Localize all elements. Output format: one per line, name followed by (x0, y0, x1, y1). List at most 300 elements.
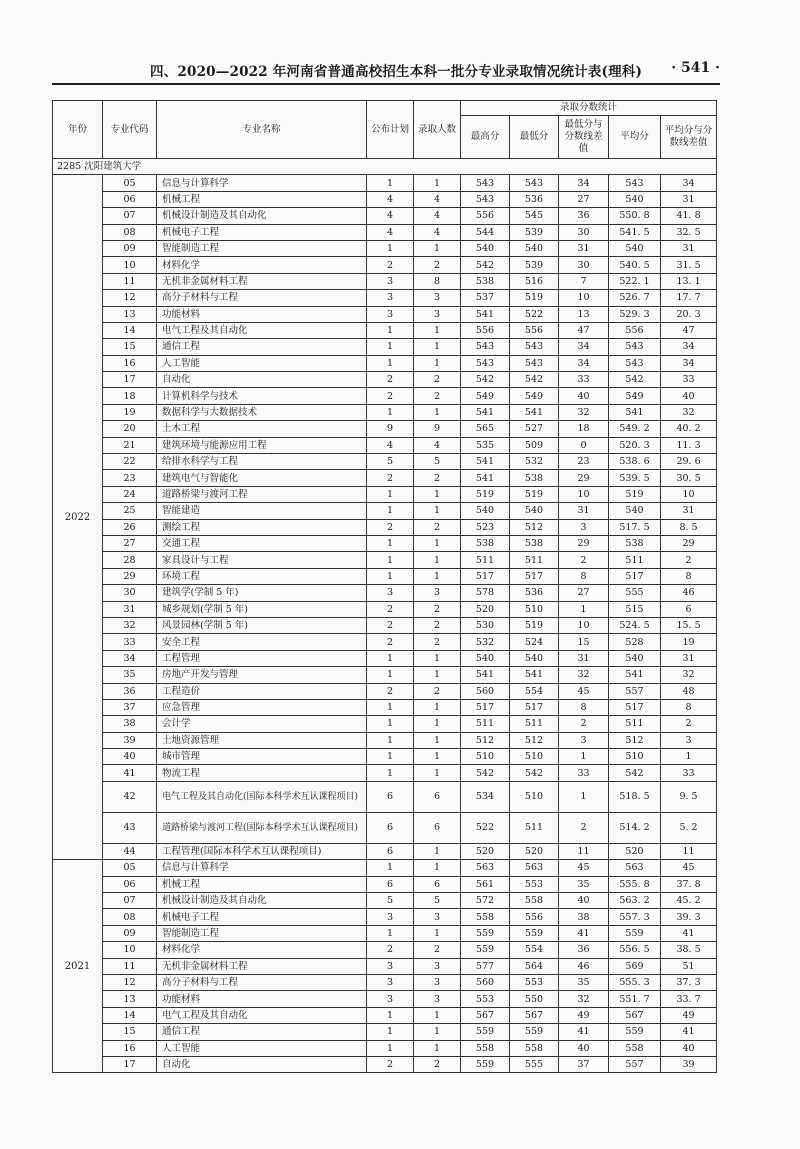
cell-min: 558 (510, 1040, 559, 1056)
cell-plan: 5 (367, 454, 414, 470)
cell-name: 建筑电气与智能化 (157, 470, 367, 486)
cell-min-diff: 15 (559, 634, 609, 650)
cell-name: 机械设计制造及其自动化 (157, 208, 367, 224)
cell-max: 541 (461, 306, 510, 322)
cell-min-diff: 33 (559, 372, 609, 388)
cell-plan: 4 (367, 437, 414, 453)
cell-avg-diff: 32 (661, 667, 717, 683)
cell-min-diff: 2 (559, 812, 609, 843)
cell-plan: 2 (367, 1056, 414, 1072)
cell-code: 05 (103, 175, 157, 191)
cell-name: 通信工程 (157, 1024, 367, 1040)
cell-max: 561 (461, 876, 510, 892)
cell-min-diff: 36 (559, 942, 609, 958)
table-row (53, 893, 717, 909)
cell-admitted: 1 (414, 1007, 461, 1023)
cell-min: 512 (510, 519, 559, 535)
col-avg-diff: 平均分与分数线差值 (661, 116, 717, 159)
col-min: 最低分 (510, 116, 559, 159)
cell-avg-diff: 45. 2 (661, 893, 717, 909)
cell-min: 509 (510, 437, 559, 453)
cell-avg-diff: 41 (661, 1024, 717, 1040)
cell-plan: 4 (367, 191, 414, 207)
cell-admitted: 1 (414, 240, 461, 256)
cell-avg-diff: 31 (661, 503, 717, 519)
cell-code: 23 (103, 470, 157, 486)
cell-max: 530 (461, 617, 510, 633)
cell-avg: 517. 5 (609, 519, 661, 535)
cell-admitted: 4 (414, 224, 461, 240)
cell-plan: 1 (367, 552, 414, 568)
cell-code: 11 (103, 958, 157, 974)
cell-min: 510 (510, 781, 559, 812)
cell-admitted: 5 (414, 454, 461, 470)
cell-plan: 1 (367, 860, 414, 876)
cell-name: 材料化学 (157, 942, 367, 958)
cell-code: 35 (103, 667, 157, 683)
cell-name: 工程管理 (157, 650, 367, 666)
cell-avg-diff: 31 (661, 191, 717, 207)
cell-avg-diff: 10 (661, 486, 717, 502)
table-row (53, 454, 717, 470)
cell-avg-diff: 5. 2 (661, 812, 717, 843)
cell-name: 智能制造工程 (157, 925, 367, 941)
cell-avg: 524. 5 (609, 617, 661, 633)
cell-min: 549 (510, 388, 559, 404)
cell-avg: 511 (609, 552, 661, 568)
cell-plan: 1 (367, 1040, 414, 1056)
col-admitted: 录取人数 (414, 101, 461, 159)
cell-plan: 2 (367, 519, 414, 535)
cell-min: 554 (510, 942, 559, 958)
cell-avg-diff: 17. 7 (661, 290, 717, 306)
cell-name: 建筑环境与能源应用工程 (157, 437, 367, 453)
cell-avg-diff: 39. 3 (661, 909, 717, 925)
cell-admitted: 1 (414, 535, 461, 551)
cell-code: 11 (103, 273, 157, 289)
cell-min: 510 (510, 601, 559, 617)
cell-admitted: 8 (414, 273, 461, 289)
year-cell: 2021 (53, 860, 103, 1073)
cell-code: 09 (103, 240, 157, 256)
cell-avg-diff: 40 (661, 1040, 717, 1056)
table-row (53, 470, 717, 486)
cell-plan: 1 (367, 1007, 414, 1023)
cell-avg: 543 (609, 339, 661, 355)
cell-avg: 517 (609, 699, 661, 715)
cell-max: 510 (461, 749, 510, 765)
cell-plan: 2 (367, 683, 414, 699)
cell-avg-diff: 32. 5 (661, 224, 717, 240)
cell-plan: 1 (367, 240, 414, 256)
cell-plan: 1 (367, 667, 414, 683)
cell-min-diff: 47 (559, 322, 609, 338)
cell-name: 功能材料 (157, 991, 367, 1007)
cell-min-diff: 2 (559, 716, 609, 732)
cell-max: 541 (461, 454, 510, 470)
cell-avg: 541. 5 (609, 224, 661, 240)
cell-code: 30 (103, 585, 157, 601)
cell-plan: 5 (367, 893, 414, 909)
cell-plan: 2 (367, 388, 414, 404)
cell-avg: 556. 5 (609, 942, 661, 958)
cell-min: 556 (510, 909, 559, 925)
cell-max: 578 (461, 585, 510, 601)
cell-avg-diff: 13. 1 (661, 273, 717, 289)
table-row (53, 876, 717, 892)
table-row (53, 552, 717, 568)
cell-plan: 4 (367, 224, 414, 240)
cell-avg: 555. 3 (609, 974, 661, 990)
cell-avg-diff: 48 (661, 683, 717, 699)
cell-min: 554 (510, 683, 559, 699)
table-row (53, 909, 717, 925)
col-avg: 平均分 (609, 116, 661, 159)
cell-max: 559 (461, 1024, 510, 1040)
cell-avg: 559 (609, 1024, 661, 1040)
cell-code: 44 (103, 843, 157, 859)
cell-avg: 519 (609, 486, 661, 502)
cell-avg-diff: 33 (661, 372, 717, 388)
cell-name: 家具设计与工程 (157, 552, 367, 568)
cell-avg: 540. 5 (609, 257, 661, 273)
cell-avg: 550. 8 (609, 208, 661, 224)
cell-avg: 538. 6 (609, 454, 661, 470)
col-code: 专业代码 (103, 101, 157, 159)
table-row (53, 175, 717, 191)
cell-avg-diff: 20. 3 (661, 306, 717, 322)
cell-min-diff: 29 (559, 470, 609, 486)
cell-avg-diff: 38. 5 (661, 942, 717, 958)
cell-admitted: 1 (414, 552, 461, 568)
cell-name: 应急管理 (157, 699, 367, 715)
cell-code: 34 (103, 650, 157, 666)
cell-min: 539 (510, 257, 559, 273)
cell-avg: 528 (609, 634, 661, 650)
cell-max: 541 (461, 470, 510, 486)
cell-plan: 1 (367, 503, 414, 519)
cell-min: 543 (510, 339, 559, 355)
table-row (53, 634, 717, 650)
cell-plan: 3 (367, 273, 414, 289)
cell-code: 13 (103, 306, 157, 322)
cell-avg: 543 (609, 355, 661, 371)
cell-min: 545 (510, 208, 559, 224)
cell-min-diff: 31 (559, 650, 609, 666)
table-row (53, 699, 717, 715)
cell-avg-diff: 11. 3 (661, 437, 717, 453)
cell-code: 05 (103, 860, 157, 876)
cell-code: 10 (103, 942, 157, 958)
cell-min-diff: 45 (559, 683, 609, 699)
cell-admitted: 2 (414, 372, 461, 388)
cell-plan: 3 (367, 958, 414, 974)
cell-min-diff: 11 (559, 843, 609, 859)
cell-max: 538 (461, 273, 510, 289)
cell-code: 12 (103, 290, 157, 306)
cell-min-diff: 31 (559, 503, 609, 519)
cell-plan: 1 (367, 1024, 414, 1040)
cell-plan: 1 (367, 175, 414, 191)
cell-name: 物流工程 (157, 765, 367, 781)
cell-avg-diff: 15. 5 (661, 617, 717, 633)
cell-min-diff: 13 (559, 306, 609, 322)
cell-name: 城市管理 (157, 749, 367, 765)
cell-avg-diff: 32 (661, 404, 717, 420)
table-row (53, 716, 717, 732)
cell-min-diff: 40 (559, 388, 609, 404)
cell-min: 567 (510, 1007, 559, 1023)
cell-avg-diff: 46 (661, 585, 717, 601)
cell-max: 559 (461, 925, 510, 941)
cell-avg: 551. 7 (609, 991, 661, 1007)
cell-code: 16 (103, 1040, 157, 1056)
cell-min: 512 (510, 732, 559, 748)
table-row (53, 1056, 717, 1072)
cell-avg-diff: 51 (661, 958, 717, 974)
cell-max: 519 (461, 486, 510, 502)
cell-max: 541 (461, 404, 510, 420)
cell-plan: 1 (367, 650, 414, 666)
cell-min: 559 (510, 1024, 559, 1040)
cell-admitted: 1 (414, 650, 461, 666)
cell-avg-diff: 19 (661, 634, 717, 650)
cell-code: 37 (103, 699, 157, 715)
cell-admitted: 6 (414, 812, 461, 843)
cell-plan: 2 (367, 601, 414, 617)
cell-name: 高分子材料与工程 (157, 290, 367, 306)
cell-max: 512 (461, 732, 510, 748)
table-row (53, 208, 717, 224)
cell-code: 29 (103, 568, 157, 584)
cell-code: 22 (103, 454, 157, 470)
cell-avg: 540 (609, 650, 661, 666)
cell-max: 517 (461, 568, 510, 584)
cell-plan: 6 (367, 781, 414, 812)
cell-name: 电气工程及其自动化 (157, 1007, 367, 1023)
cell-avg: 522. 1 (609, 273, 661, 289)
cell-code: 17 (103, 1056, 157, 1072)
cell-min: 540 (510, 503, 559, 519)
cell-name: 建筑学(学制 5 年) (157, 585, 367, 601)
cell-min: 553 (510, 876, 559, 892)
table-row (53, 421, 717, 437)
cell-max: 543 (461, 355, 510, 371)
table-row (53, 257, 717, 273)
cell-admitted: 1 (414, 339, 461, 355)
cell-min: 511 (510, 552, 559, 568)
cell-min: 527 (510, 421, 559, 437)
cell-avg: 526. 7 (609, 290, 661, 306)
cell-code: 25 (103, 503, 157, 519)
cell-min-diff: 3 (559, 519, 609, 535)
table-row (53, 339, 717, 355)
cell-max: 556 (461, 208, 510, 224)
cell-code: 33 (103, 634, 157, 650)
cell-admitted: 1 (414, 1024, 461, 1040)
cell-admitted: 2 (414, 617, 461, 633)
cell-min: 516 (510, 273, 559, 289)
cell-min: 510 (510, 749, 559, 765)
col-min-diff: 最低分与分数线差值 (559, 116, 609, 159)
cell-name: 测绘工程 (157, 519, 367, 535)
table-row (53, 503, 717, 519)
cell-max: 542 (461, 765, 510, 781)
cell-max: 543 (461, 175, 510, 191)
cell-admitted: 1 (414, 175, 461, 191)
cell-name: 交通工程 (157, 535, 367, 551)
cell-code: 06 (103, 876, 157, 892)
table-row (53, 240, 717, 256)
cell-name: 智能建造 (157, 503, 367, 519)
cell-avg-diff: 37. 3 (661, 974, 717, 990)
table-row (53, 191, 717, 207)
table-row (53, 942, 717, 958)
cell-min: 541 (510, 667, 559, 683)
cell-avg: 541 (609, 667, 661, 683)
cell-admitted: 3 (414, 974, 461, 990)
cell-plan: 6 (367, 843, 414, 859)
cell-avg-diff: 2 (661, 552, 717, 568)
cell-max: 556 (461, 322, 510, 338)
cell-code: 15 (103, 339, 157, 355)
cell-admitted: 5 (414, 893, 461, 909)
cell-name: 电气工程及其自动化 (157, 322, 367, 338)
cell-min-diff: 46 (559, 958, 609, 974)
cell-min: 542 (510, 765, 559, 781)
cell-plan: 1 (367, 716, 414, 732)
cell-name: 安全工程 (157, 634, 367, 650)
table-row (53, 667, 717, 683)
cell-name: 人工智能 (157, 355, 367, 371)
cell-max: 534 (461, 781, 510, 812)
cell-admitted: 3 (414, 290, 461, 306)
cell-admitted: 3 (414, 909, 461, 925)
cell-avg-diff: 34 (661, 355, 717, 371)
cell-plan: 1 (367, 339, 414, 355)
cell-code: 31 (103, 601, 157, 617)
cell-admitted: 1 (414, 716, 461, 732)
cell-avg: 557. 3 (609, 909, 661, 925)
cell-code: 41 (103, 765, 157, 781)
cell-plan: 1 (367, 732, 414, 748)
cell-admitted: 2 (414, 634, 461, 650)
cell-name: 机械设计制造及其自动化 (157, 893, 367, 909)
cell-min-diff: 1 (559, 749, 609, 765)
cell-admitted: 6 (414, 781, 461, 812)
cell-admitted: 4 (414, 208, 461, 224)
cell-min-diff: 2 (559, 552, 609, 568)
table-row (53, 683, 717, 699)
cell-avg: 529. 3 (609, 306, 661, 322)
cell-code: 10 (103, 257, 157, 273)
cell-min-diff: 40 (559, 893, 609, 909)
cell-code: 38 (103, 716, 157, 732)
cell-min: 563 (510, 860, 559, 876)
cell-code: 08 (103, 224, 157, 240)
cell-plan: 6 (367, 812, 414, 843)
cell-name: 工程管理(国际本科学术互认课程项目) (157, 843, 367, 859)
cell-min-diff: 8 (559, 568, 609, 584)
cell-max: 560 (461, 683, 510, 699)
cell-avg-diff: 34 (661, 175, 717, 191)
cell-min: 532 (510, 454, 559, 470)
cell-min: 536 (510, 585, 559, 601)
cell-min: 539 (510, 224, 559, 240)
cell-code: 32 (103, 617, 157, 633)
cell-min-diff: 32 (559, 404, 609, 420)
cell-min-diff: 30 (559, 257, 609, 273)
cell-name: 风景园林(学制 5 年) (157, 617, 367, 633)
table-row (53, 860, 717, 876)
cell-code: 43 (103, 812, 157, 843)
cell-avg-diff: 45 (661, 860, 717, 876)
col-name: 专业名称 (157, 101, 367, 159)
cell-avg: 514. 2 (609, 812, 661, 843)
cell-plan: 2 (367, 634, 414, 650)
table-row (53, 925, 717, 941)
cell-avg: 555 (609, 585, 661, 601)
cell-plan: 1 (367, 486, 414, 502)
cell-avg-diff: 8 (661, 699, 717, 715)
cell-code: 24 (103, 486, 157, 502)
cell-avg-diff: 31 (661, 650, 717, 666)
cell-max: 538 (461, 535, 510, 551)
cell-min-diff: 41 (559, 1024, 609, 1040)
cell-max: 544 (461, 224, 510, 240)
cell-admitted: 1 (414, 732, 461, 748)
cell-max: 543 (461, 339, 510, 355)
cell-admitted: 1 (414, 749, 461, 765)
cell-admitted: 1 (414, 699, 461, 715)
admission-table (52, 100, 717, 1073)
cell-avg: 542 (609, 372, 661, 388)
cell-plan: 3 (367, 290, 414, 306)
cell-admitted: 2 (414, 257, 461, 273)
cell-avg-diff: 30. 5 (661, 470, 717, 486)
cell-min-diff: 32 (559, 667, 609, 683)
cell-min-diff: 31 (559, 240, 609, 256)
cell-avg: 557 (609, 683, 661, 699)
cell-min: 564 (510, 958, 559, 974)
cell-code: 21 (103, 437, 157, 453)
cell-avg: 549. 2 (609, 421, 661, 437)
cell-admitted: 1 (414, 925, 461, 941)
table-row (53, 535, 717, 551)
cell-name: 无机非金属材料工程 (157, 273, 367, 289)
cell-max: 540 (461, 240, 510, 256)
table-row (53, 1024, 717, 1040)
cell-avg: 539. 5 (609, 470, 661, 486)
cell-max: 572 (461, 893, 510, 909)
cell-min-diff: 35 (559, 876, 609, 892)
cell-code: 16 (103, 355, 157, 371)
cell-name: 材料化学 (157, 257, 367, 273)
cell-code: 06 (103, 191, 157, 207)
cell-admitted: 1 (414, 404, 461, 420)
cell-max: 520 (461, 843, 510, 859)
cell-plan: 2 (367, 617, 414, 633)
cell-code: 39 (103, 732, 157, 748)
cell-avg: 520 (609, 843, 661, 859)
cell-admitted: 4 (414, 437, 461, 453)
cell-name: 数据科学与大数据技术 (157, 404, 367, 420)
cell-min-diff: 49 (559, 1007, 609, 1023)
cell-min-diff: 10 (559, 617, 609, 633)
cell-name: 道路桥梁与渡河工程(国际本科学术互认课程项目) (157, 812, 367, 843)
table-row (53, 765, 717, 781)
cell-max: 543 (461, 191, 510, 207)
